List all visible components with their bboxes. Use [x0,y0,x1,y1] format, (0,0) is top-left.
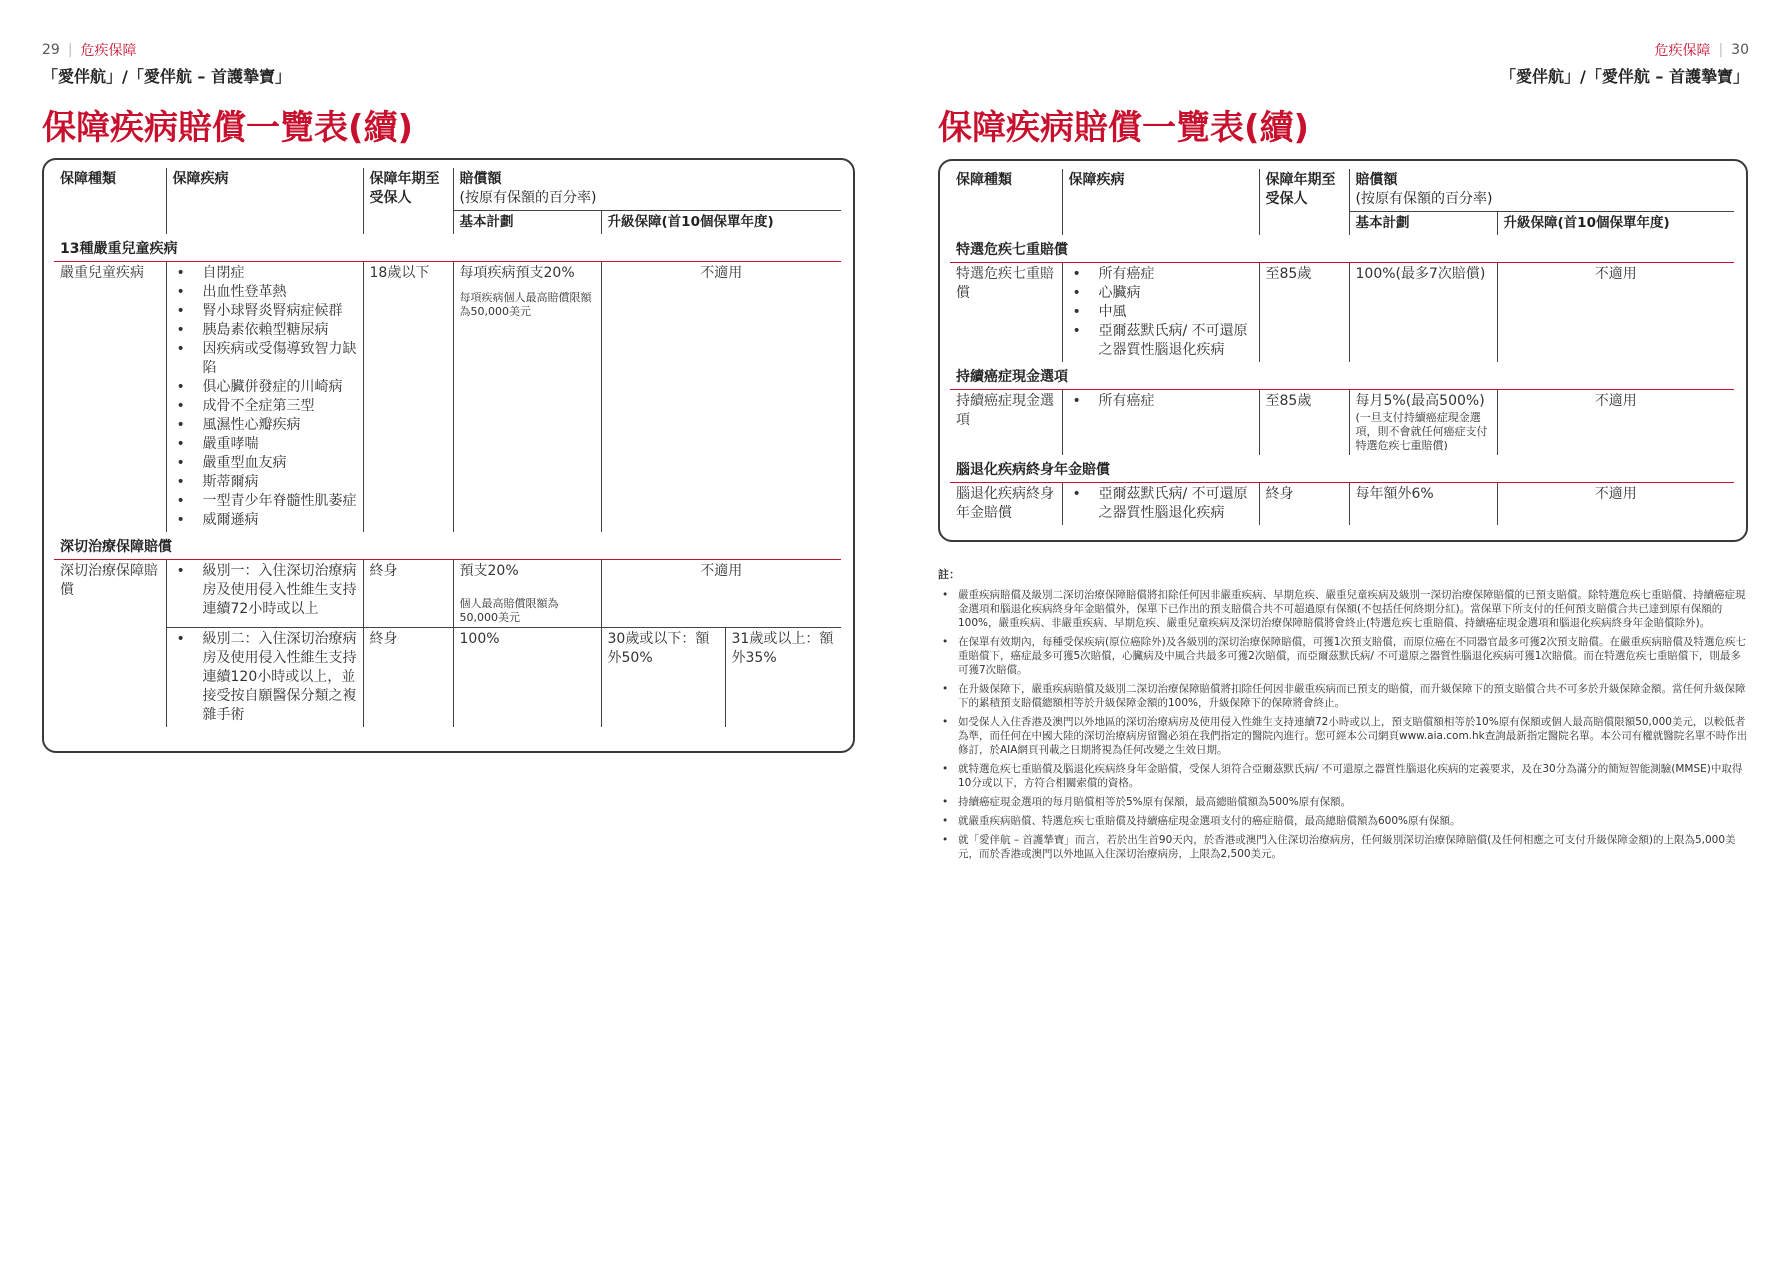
notes-section [938,568,1748,866]
list-item: • 所有癌症 [1069,392,1253,411]
row-basic: 每項疾病預支20% [459,265,575,281]
list-item: • 就「愛伴航 – 首護摯寶」而言，若於出生首90天內，於香港或澳門入住深切治療病房，任何級別深切治療保障賠償(及任何相應之可支付升級保障金額)的上限為5,000美元，而於香港或澳門以外地區入住深切治療病房，上限為2,500美元。 [938,833,1748,861]
col-benefit [453,168,841,211]
list-item: • 亞爾茲默氏病/ 不可還原之器質性腦退化疾病 [1069,485,1253,523]
row-term: 終身 [363,560,453,628]
row-term: 18歲以下 [363,262,453,533]
list-item: • 胰島素依賴型糖尿病 [173,321,357,340]
level1-desc: • 級別一：入住深切治療病房及使用侵入性維生支持連續72小時或以上 [173,562,357,619]
benefit-table [54,168,841,727]
list-item: • 斯蒂爾病 [173,473,357,492]
row-type: 特選危疾七重賠償 [956,266,1054,301]
list-item: • 嚴重型血友病 [173,454,357,473]
list-item: • 在升級保障下，嚴重疾病賠償及級別二深切治療保障賠償將扣除任何因非嚴重疾病而已預支的賠償，而升級保障下的預支賠償合共不可多於升級保障金額。當任何升級保障下的累積預支賠償總額相等於升級保障金額的100%，升級保障下的保障將會終止。 [938,682,1748,710]
list-item: • 自閉症 [173,264,357,283]
row-upgrade-old: 31歲或以上：額外35% [725,628,841,728]
right-page [893,0,1786,1263]
list-item: • 威爾遜病 [173,511,357,530]
benefit-title: 賠償額 [459,171,502,187]
row-term: 終身 [363,628,453,728]
list-item: • 亞爾茲默氏病/ 不可還原之器質性腦退化疾病 [1069,322,1253,360]
col-upgrade: 升級保障(首10個保單年度) [601,211,841,235]
section-title: 持續癌症現金選項 [950,362,1734,390]
row-type: 腦退化疾病終身年金賠償 [956,486,1054,521]
right-header [1500,40,1749,87]
col-type: 保障種類 [956,172,1012,188]
row-type: 嚴重兒童疾病 [60,265,144,281]
left-page [0,0,893,1263]
row-upgrade: 不適用 [1497,483,1734,526]
list-item: • 嚴重疾病賠償及級別二深切治療保障賠償將扣除任何因非嚴重疾病、早期危疾、嚴重兒童疾病及級別一深切治療保障賠償的已預支賠償。除特選危疾七重賠償、持續癌症現金選項和腦退化疾病終身年金賠償外，保單下已作出的預支賠償合共不可超過原有保額(不包括任何終期分紅)。當保單下所支付的任何預支賠償合共已達到原有保額的100%，嚴重疾病、非嚴重疾病、早期危疾、嚴重兒童疾病及深切治療保障賠償將會終止(特選危疾七重賠償、持續癌症現金選項和腦退化疾病終身年金賠償除外)。 [938,588,1748,630]
row-basic-note: 個人最高賠償限額為50,000美元 [459,597,559,624]
row-upgrade: 不適用 [601,262,841,533]
section-title: 深切治療保障賠償 [54,532,841,560]
benefit-table-card [938,159,1748,542]
row-type: 深切治療保障賠償 [60,563,158,598]
product-name: 「愛伴航」/「愛伴航 – 首護摯寶」 [42,67,291,86]
benefit-title: 賠償額 [1355,172,1398,188]
list-item: • 所有癌症 [1069,265,1253,284]
page-number: 29 [42,42,60,58]
list-item: • 出血性登革熱 [173,283,357,302]
benefit-subtitle: (按原有保額的百分率) [459,190,597,206]
list-item: • 嚴重哮喘 [173,435,357,454]
page-title: 保障疾病賠償一覽表(續) [938,108,1310,148]
list-item: • 就嚴重疾病賠償、特選危疾七重賠償及持續癌症現金選項支付的癌症賠償，最高總賠償額為600%原有保額。 [938,814,1748,828]
row-upgrade: 不適用 [1497,263,1734,363]
row-basic: 每年額外6% [1349,483,1497,526]
list-item: • 俱心臟併發症的川崎病 [173,378,357,397]
illness-list [1069,392,1253,411]
benefit-table [950,169,1734,525]
row-basic: 100%(最多7次賠償) [1349,263,1497,363]
col-term: 保障年期至受保人 [1259,169,1349,235]
header-separator: | [67,42,73,58]
row-upgrade: 不適用 [601,560,841,628]
row-basic: 預支20% [459,563,519,579]
col-benefit [1349,169,1734,212]
list-item: • 一型青少年脊髓性肌萎症 [173,492,357,511]
row-term: 至85歲 [1259,390,1349,456]
row-type: 持續癌症現金選項 [956,393,1054,428]
page-title: 保障疾病賠償一覽表(續) [42,108,414,148]
list-item: • 如受保人入住香港及澳門以外地區的深切治療病房及使用侵入性維生支持連續72小時或以上，預支賠償額相等於10%原有保額或個人最高賠償限額50,000美元，以較低者為準，而任何在中國大陸的深切治療病房留醫必須在我們指定的醫院內進行。您可經本公司網頁www.aia.com.hk查詢最新指定醫院名單。本公司有權就醫院名單不時作出修訂，於AIA網頁刊載之日期將視為任何改變之生效日期。 [938,715,1748,757]
product-name: 「愛伴航」/「愛伴航 – 首護摯寶」 [1500,67,1749,86]
col-basic: 基本計劃 [1349,212,1497,236]
section-title: 特選危疾七重賠償 [950,235,1734,263]
row-term: 終身 [1259,483,1349,526]
row-basic: 每月5%(最高500%) [1355,393,1485,409]
illness-list [173,264,357,530]
col-basic: 基本計劃 [453,211,601,235]
list-item: • 因疾病或受傷導致智力缺陷 [173,340,357,378]
illness-list [1069,485,1253,523]
col-illness: 保障疾病 [166,168,363,234]
section-title: 腦退化疾病終身年金賠償 [950,455,1734,483]
list-item: • 腎小球腎炎腎病症候群 [173,302,357,321]
level2-desc: • 級別二：入住深切治療病房及使用侵入性維生支持連續120小時或以上，並接受按自願醫保分類之複雜手術 [173,630,357,725]
row-upgrade-young: 30歲或以下：額外50% [601,628,725,728]
illness-list [1069,265,1253,360]
col-upgrade: 升級保障(首10個保單年度) [1497,212,1734,236]
notes-list [938,588,1748,861]
col-illness: 保障疾病 [1062,169,1259,235]
benefit-subtitle: (按原有保額的百分率) [1355,191,1493,207]
list-item: • 在保單有效期內，每種受保疾病(原位癌除外)及各級別的深切治療保障賠償，可獲1次預支賠償，而原位癌在不同器官最多可獲2次預支賠償。在嚴重疾病賠償及特選危疾七重賠償下，癌症最多可獲5次賠償，心臟病及中風合共最多可獲2次賠償，而亞爾茲默氏病/ 不可還原之器質性腦退化疾病可獲1次賠償。而在特選危疾七重賠償下，則最多可獲7次賠償。 [938,635,1748,677]
list-item: • 風濕性心瓣疾病 [173,416,357,435]
section-title: 13種嚴重兒童疾病 [54,234,841,262]
col-term: 保障年期至受保人 [363,168,453,234]
benefit-table-card [42,158,855,753]
col-type: 保障種類 [60,171,116,187]
row-upgrade: 不適用 [1497,390,1734,456]
header-separator: | [1718,42,1724,58]
section-name: 危疾保障 [80,43,137,59]
notes-label: 註： [938,568,960,581]
list-item: • 就特選危疾七重賠償及腦退化疾病終身年金賠償，受保人須符合亞爾茲默氏病/ 不可還原之器質性腦退化疾病的定義要求，及在30分為滿分的簡短智能測驗(MMSE)中取得10分或以下，方符合相關索償的資格。 [938,762,1748,790]
row-term: 至85歲 [1259,263,1349,363]
page-number: 30 [1731,42,1749,58]
row-basic: 100% [453,628,601,728]
row-basic-note: (一旦支付持續癌症現金選項，則不會就任何癌症支付特選危疾七重賠償) [1355,411,1488,452]
list-item: • 中風 [1069,303,1253,322]
list-item: • 持續癌症現金選項的每月賠償相等於5%原有保額，最高總賠償額為500%原有保額。 [938,795,1748,809]
list-item: • 心臟病 [1069,284,1253,303]
left-header [42,40,291,87]
section-name: 危疾保障 [1654,43,1711,59]
list-item: • 成骨不全症第三型 [173,397,357,416]
row-basic-note: 每項疾病個人最高賠償限額為50,000美元 [459,291,592,318]
